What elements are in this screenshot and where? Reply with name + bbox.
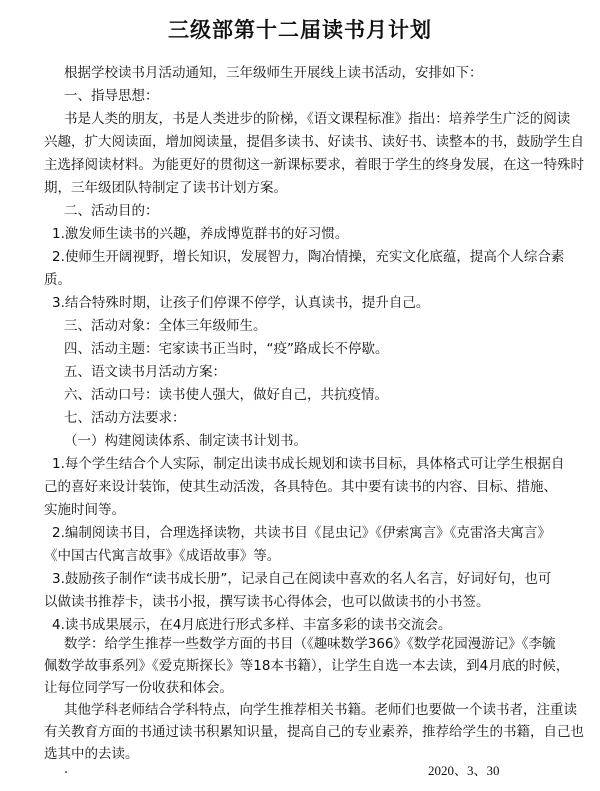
text-line: 2.使师生开阔视野，增长知识，发展智力，陶冶情操，充实文化底蕴，提高个人综合素 [52,249,565,265]
text-line: 3.鼓励孩子制作“读书成长册”，记录自己在阅读中喜欢的名人名言，好词好句，也可 [52,571,552,587]
text-line: 1.激发师生读书的兴趣，养成博览群书的好习惯。 [52,226,349,242]
subsection-heading: （一）构建阅读体系、制定读书计划书。 [64,433,307,449]
section-heading: 三、活动对象：全体三年级师生。 [64,318,267,334]
text-line: 主选择阅读材料。为能更好的贯彻这一新课标要求，着眼于学生的终身发展，在这一特殊时 [44,157,584,173]
text-line: 《中国古代寓言故事》《成语故事》等。 [44,548,281,564]
text-line: 数学：给学生推荐一些数学方面的书目（《趣味数学366》《数学花园漫游记》《李毓 [64,636,556,652]
text-line: 根据学校读书月活动通知，三年级师生开展线上读书活动，安排如下： [64,65,483,81]
text-line: 2.编制阅读书目，合理选择读物，共读书目《昆虫记》《伊索寓言》《克雷洛夫寓言》 [52,525,551,541]
text-line: 兴趣，扩大阅读面，增加阅读量，提倡多读书、好读书、读好书、读整本的书，鼓励学生自 [44,134,584,150]
document-title: 三级部第十二届读书月计划 [168,18,432,42]
text-line: 以做读书推荐卡，读书小报，撰写读书心得体会，也可以做读书的小书签。 [44,594,490,610]
section-heading: 一、指导思想： [64,88,159,104]
text-line: 4.读书成果展示，在4月底进行形式多样、丰富多彩的读书交流会。 [52,617,452,633]
bullet-mark: · [64,766,69,781]
text-line: 其他学科老师结合学科特点，向学生推荐相关书籍。老师们也要做一个读书者，注重读 [64,702,577,718]
text-line: 期，三年级团队特制定了读书计划方案。 [44,180,287,196]
section-heading: 六、活动口号：读书使人强大，做好自己，共抗疫情。 [64,387,388,403]
document-date: 2020、3、30 [428,763,500,778]
text-line: 让每位同学写一份收获和体会。 [44,680,233,696]
section-heading: 五、语文读书月活动方案： [64,364,226,380]
text-line: 3.结合特殊时期，让孩子们停课不停学，认真读书，提升自己。 [52,295,430,311]
section-heading: 四、活动主题：宅家读书正当时，“疫”路成长不停歇。 [64,341,389,357]
section-heading: 二、活动目的： [64,203,159,219]
text-line: 质。 [44,272,71,288]
text-line: 己的喜好来设计装饰，使其生动活泼，各具特色。其中要有读书的内容、目标、措施、 [44,479,557,495]
section-heading: 七、活动方法要求： [64,410,186,426]
text-line: 选其中的去读。 [44,746,139,762]
text-line: 有关教育方面的书通过读书积累知识量，提高自己的专业素养，推荐给学生的书籍，自己也 [44,724,584,740]
text-line: 书是人类的朋友，书是人类进步的阶梯，《语文课程标准》指出：培养学生广泛的阅读 [64,111,571,127]
text-line: 1.每个学生结合个人实际，制定出读书成长规划和读书目标，具体格式可让学生根据自 [52,456,565,472]
text-line: 实施时间等。 [44,502,125,518]
text-line: 佩数学故事系列》《爱克斯探长》等18本书籍），让学生自选一本去读，到4月底的时候， [44,658,570,674]
